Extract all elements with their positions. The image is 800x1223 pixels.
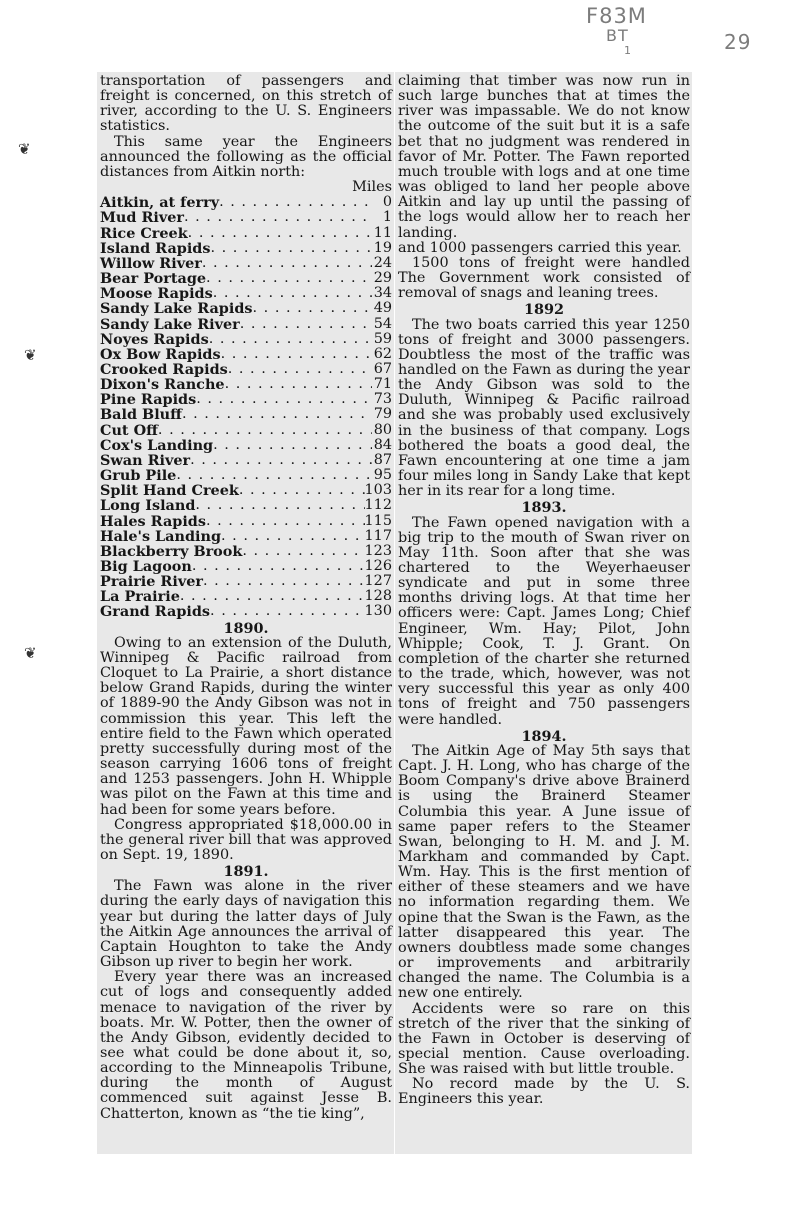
- distance-miles: 112: [364, 497, 392, 514]
- distance-row: [100, 544, 392, 559]
- distance-place: Island Rapids: [100, 239, 211, 257]
- year-heading-1890: 1890.: [223, 619, 269, 637]
- paragraph-tons: 1500 tons of freight were handled The Government work consisted of removal of snags and leaning trees.: [398, 254, 690, 302]
- paragraph-1890-railroad: Owing to an extension of the Duluth, Winnipeg & Pacific railroad from Cloquet to La Prairie, a short distance below Grand Rapids, during the winter of 1889-90 the Andy Gibson was not in commission this year. This left the entire field to the Fawn which operated pretty successfully during most of the season carrying 1606 tons of freight and 1253 passengers. John H. Whipple was pilot on the Fawn at this time and had been for some years before.: [100, 634, 392, 818]
- distance-row: [100, 498, 392, 513]
- distance-place: Rice Creek: [100, 224, 188, 242]
- distance-row: [100, 468, 392, 483]
- leader-dots: [221, 529, 365, 544]
- leader-dots: [242, 544, 364, 559]
- leader-dots: [210, 241, 372, 256]
- distance-place: Swan River: [100, 451, 191, 469]
- distance-row: [100, 377, 392, 392]
- leader-dots: [190, 453, 372, 468]
- distance-row: [100, 210, 392, 225]
- page-number: 29: [724, 30, 752, 54]
- distance-row: [100, 438, 392, 453]
- distance-place: Ox Bow Rapids: [100, 345, 221, 363]
- distance-miles: 19: [373, 239, 392, 256]
- handwritten-sub: BT: [606, 26, 629, 45]
- distance-place: Mud River: [100, 209, 184, 227]
- distance-place: Bald Bluff: [100, 406, 182, 424]
- article-column-right: [398, 74, 690, 1108]
- miles-header: Miles: [352, 179, 392, 196]
- distance-row: [100, 362, 392, 377]
- distance-table: [100, 195, 392, 619]
- distance-row: [100, 347, 392, 362]
- distance-miles: 87: [373, 451, 392, 468]
- leader-dots: [210, 604, 364, 619]
- distance-miles: 79: [373, 406, 392, 423]
- leader-dots: [228, 362, 372, 377]
- leader-dots: [219, 195, 372, 210]
- distance-row: [100, 301, 392, 316]
- distance-miles: 73: [373, 391, 392, 408]
- distance-miles: 127: [364, 573, 392, 590]
- distance-place: Dixon's Ranche: [100, 376, 225, 394]
- paragraph-1893: The Fawn opened navigation with a big trip to the mouth of Swan river on May 11th. Soon after that she was chartered to the Weyerhaeuser syndicate and put in some three months driving logs. At that time her officers were: Capt. James Long; Chief Engineer, Wm. Hay; Pilot, John Whipple; Cook, T. J. Grant. On completion of the charter she returned to the trade, which, however, was not very successful this year as only 400 tons of freight and 750 passengers were handled.: [398, 514, 690, 728]
- distance-place: Prairie River: [100, 573, 203, 591]
- distance-row: [100, 483, 392, 498]
- distance-miles: 117: [364, 527, 392, 544]
- distance-place: Sandy Lake River: [100, 315, 240, 333]
- leader-dots: [225, 377, 372, 392]
- distance-miles: 34: [373, 285, 392, 302]
- distance-row: [100, 604, 392, 619]
- distance-place: Grand Rapids: [100, 603, 211, 621]
- distance-miles: 130: [364, 603, 392, 620]
- distance-miles: 103: [364, 482, 392, 499]
- leader-dots: [158, 423, 372, 438]
- distance-row: [100, 559, 392, 574]
- year-heading-1894: 1894.: [521, 727, 567, 745]
- paragraph-1894-no-record: No record made by the U. S. Engineers this year.: [398, 1076, 690, 1108]
- leader-dots: [195, 498, 364, 513]
- distance-place: Willow River: [100, 254, 202, 272]
- handwritten-small: 1: [624, 44, 632, 57]
- distance-row: [100, 529, 392, 544]
- article-column-left: [100, 74, 392, 1122]
- distance-miles: 11: [373, 224, 392, 241]
- distance-miles: 24: [373, 254, 392, 271]
- distance-miles: 1: [382, 209, 392, 226]
- same-year-paragraph: This same year the Engineers announced the following as the official distances from Aitkin north:: [100, 133, 392, 180]
- year-heading-1892: 1892: [523, 301, 565, 319]
- leader-dots: [192, 559, 365, 574]
- distance-place: Big Lagoon: [100, 558, 192, 575]
- distance-miles: 54: [373, 315, 392, 332]
- margin-mark-bottom: ❦: [24, 644, 37, 662]
- distance-row: [100, 514, 392, 529]
- leader-dots: [239, 483, 365, 498]
- leader-dots: [196, 392, 372, 407]
- leader-dots: [213, 286, 372, 301]
- distance-row: [100, 226, 392, 241]
- distance-row: [100, 574, 392, 589]
- distance-place: Crooked Rapids: [100, 360, 228, 378]
- leader-dots: [206, 271, 372, 286]
- paragraph-1892: The two boats carried this year 1250 tons of freight and 3000 passengers. Doubtless the most of the traffic was handled on the Fawn as during the year the Andy Gibson was sold to the Duluth, Winnipeg & Pacific railroad and she was probably used exclusively in the business of that company. Logs bothered the boats a good deal, the Fawn encountering at one time a jam four miles long in Sandy Lake that kept her in its rear for a long time.: [398, 316, 690, 500]
- distance-row: [100, 286, 392, 301]
- margin-mark-middle: ❦: [24, 346, 37, 364]
- year-heading-1893: 1893.: [521, 499, 567, 517]
- distance-place: Split Hand Creek: [100, 482, 239, 500]
- continued-paragraph: claiming that timber was now run in such large bunches that at times the river was impassable. We do not know the outcome of the suit but it is a safe bet that no judgment was rendered in favor of Mr. Potter. The Fawn reported much trouble with logs and at one time was obliged to land her people above Aitkin and lay up until the passing of the logs would allow her to reach her landing.: [398, 73, 690, 241]
- distance-place: Grub Pile: [100, 467, 177, 485]
- distance-row: [100, 195, 392, 210]
- leader-dots: [180, 589, 365, 604]
- distance-place: Cox's Landing: [100, 436, 214, 454]
- distance-miles: 71: [373, 376, 392, 393]
- leader-dots: [221, 347, 372, 362]
- distance-miles: 62: [373, 345, 392, 362]
- distance-miles: 126: [364, 558, 392, 574]
- distance-place: Blackberry Brook: [100, 542, 243, 560]
- distance-place: Bear Portage: [100, 270, 207, 288]
- intro-paragraph: transportation of passengers and freight is concerned, on this stretch of river, according to the U. S. Engineers statistics.: [100, 73, 392, 135]
- leader-dots: [213, 438, 372, 453]
- leader-dots: [184, 210, 372, 225]
- distance-miles: 95: [373, 467, 392, 484]
- leader-dots: [240, 317, 372, 332]
- distance-row: [100, 407, 392, 422]
- year-heading-1891: 1891.: [223, 863, 269, 881]
- distance-miles: 123: [364, 542, 392, 559]
- distance-place: Hales Rapids: [100, 512, 206, 530]
- distance-place: Pine Rapids: [100, 391, 197, 409]
- distance-miles: 128: [364, 588, 392, 605]
- paragraph-1891-fawn: The Fawn was alone in the river during the early days of navigation this year but during the latter days of July the Aitkin Age announces the arrival of Captain Houghton to take the Andy Gibson up river to begin her work.: [100, 878, 392, 971]
- handwritten-code: F83M: [586, 4, 647, 28]
- leader-dots: [206, 514, 365, 529]
- distance-row: [100, 317, 392, 332]
- distance-place: Moose Rapids: [100, 285, 213, 303]
- leader-dots: [182, 407, 372, 422]
- margin-mark-top: ❦: [18, 140, 31, 158]
- paragraph-passengers: and 1000 passengers carried this year.: [398, 239, 682, 256]
- distance-miles: 29: [373, 270, 392, 287]
- distance-row: [100, 392, 392, 407]
- paragraph-1894-accidents: Accidents were so rare on this stretch of the river that the sinking of the Fawn in October is deserving of special mention. Cause overloading. She was raised with but little trouble.: [398, 1000, 690, 1078]
- distance-place: Cut Off: [100, 421, 158, 439]
- leader-dots: [176, 468, 372, 483]
- distance-place: Aitkin, at ferry: [100, 194, 220, 212]
- paragraph-1891-logs: Every year there was an increased cut of logs and consequently added menace to navigation of the river by boats. Mr. W. Potter, then the owner of the Andy Gibson, evidently decided to see what could be done about it, so, according to the Minneapolis Tribune, during the month of August commenced suit against Jesse B. Chatterton, known as “the tie king”,: [100, 969, 392, 1122]
- distance-miles: 49: [373, 300, 392, 317]
- distance-miles: 59: [373, 330, 392, 347]
- distance-miles: 0: [382, 194, 392, 211]
- distance-miles: 115: [364, 512, 392, 529]
- distance-place: Noyes Rapids: [100, 330, 209, 348]
- leader-dots: [253, 301, 372, 316]
- distance-miles: 67: [373, 360, 392, 377]
- distance-place: La Prairie: [100, 588, 180, 606]
- distance-row: [100, 589, 392, 604]
- distance-row: [100, 453, 392, 468]
- distance-place: Long Island: [100, 497, 196, 515]
- distance-row: [100, 256, 392, 271]
- distance-row: [100, 271, 392, 286]
- leader-dots: [202, 256, 372, 271]
- distance-place: Sandy Lake Rapids: [100, 300, 253, 318]
- distance-place: Hale's Landing: [100, 527, 222, 545]
- leader-dots: [203, 574, 365, 589]
- distance-row: [100, 241, 392, 256]
- leader-dots: [209, 332, 372, 347]
- distance-row: [100, 332, 392, 347]
- distance-row: [100, 423, 392, 438]
- distance-miles: 84: [373, 436, 392, 453]
- distance-miles: 80: [373, 421, 392, 438]
- leader-dots: [188, 226, 372, 241]
- paragraph-1890-congress: Congress appropriated $18,000.00 in the general river bill that was approved on Sept. 19, 1890.: [100, 816, 392, 863]
- paragraph-1894-columbia: The Aitkin Age of May 5th says that Capt. J. H. Long, who has charge of the Boom Company's drive above Brainerd is using the Brainerd Steamer Columbia this year. A June issue of same paper refers to the Steamer Swan, belonging to H. M. and J. M. Markham and commanded by Capt. Wm. Hay. This is the first mention of either of these steamers and we have no information regarding them. We opine that the Swan is the Fawn, as the latter disappeared this year. The owners doubtless made some changes or improvements and arbitrarily changed the name. The Columbia is a new one entirely.: [398, 742, 690, 1002]
